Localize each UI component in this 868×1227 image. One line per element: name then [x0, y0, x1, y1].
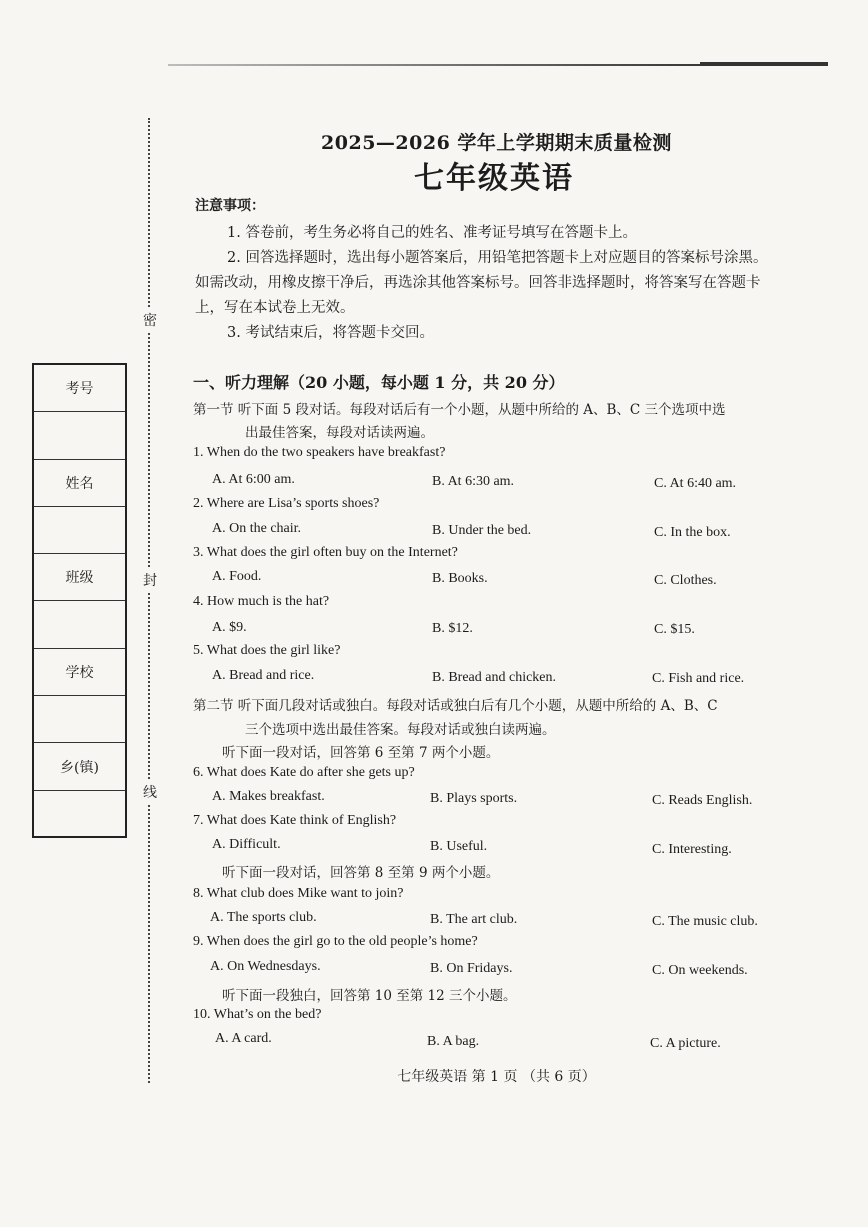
note-line-3: 如需改动，用橡皮擦干净后，再选涂其他答案标号。回答非选择题时，将答案写在答题卡	[195, 275, 761, 291]
info-label-school: 学校	[34, 649, 125, 696]
info-field-school[interactable]	[34, 696, 125, 743]
note-line-4: 上，写在本试卷上无效。	[195, 300, 355, 316]
q3-option-b: B. Books.	[432, 571, 488, 586]
info-label-name: 姓名	[34, 460, 125, 507]
page-footer: 七年级英语 第 1 页 （共 6 页）	[397, 1069, 596, 1085]
question-8: 8. What club does Mike want to join?	[193, 886, 404, 901]
question-9: 9. When does the girl go to the old people’s home?	[193, 934, 478, 949]
question-6: 6. What does Kate do after she gets up?	[193, 765, 415, 780]
part1-instruction-1: 第一节 听下面 5 段对话。每段对话后有一个小题，从题中所给的 A、B、C 三个选项中选	[193, 402, 726, 418]
q1-option-a: A. At 6:00 am.	[212, 472, 295, 487]
q10-option-c: C. A picture.	[650, 1036, 721, 1051]
q4-option-c: C. $15.	[654, 622, 695, 637]
q4-option-b: B. $12.	[432, 621, 473, 636]
q1-option-c: C. At 6:40 am.	[654, 476, 737, 491]
q3-option-a: A. Food.	[212, 569, 262, 584]
side-label-mi: 密	[143, 308, 157, 332]
info-field-name[interactable]	[34, 507, 125, 554]
notes-heading: 注意事项：	[195, 198, 265, 214]
q7-option-a: A. Difficult.	[212, 837, 281, 852]
q1-option-b: B. At 6:30 am.	[432, 474, 515, 489]
part2-instruction-1: 第二节 听下面几段对话或独白。每段对话或独白后有几个小题，从题中所给的 A、B、C	[193, 698, 718, 714]
note-line-1: 1. 答卷前，考生务必将自己的姓名、准考证号填写在答题卡上。	[227, 225, 637, 241]
part2-instruction-2: 三个选项中选出最佳答案。每段对话或独白读两遍。	[245, 722, 556, 738]
instruction-q10-12: 听下面一段独白，回答第 10 至第 12 三个小题。	[222, 988, 517, 1004]
top-rule-accent	[700, 62, 828, 66]
question-2: 2. Where are Lisa’s sports shoes?	[193, 496, 380, 511]
q5-option-a: A. Bread and rice.	[212, 668, 315, 683]
q3-option-c: C. Clothes.	[654, 573, 717, 588]
info-field-township[interactable]	[34, 791, 125, 838]
info-label-class: 班级	[34, 554, 125, 601]
side-label-feng: 封	[143, 568, 157, 592]
q10-option-a: A. A card.	[215, 1031, 272, 1046]
question-1: 1. When do the two speakers have breakfast?	[193, 445, 446, 460]
q2-option-a: A. On the chair.	[212, 521, 302, 536]
binding-dotted-line	[148, 118, 150, 1083]
q5-option-b: B. Bread and chicken.	[432, 670, 557, 685]
q10-option-b: B. A bag.	[427, 1034, 480, 1049]
q9-option-c: C. On weekends.	[652, 963, 748, 978]
q8-option-b: B. The art club.	[430, 912, 518, 927]
info-field-class[interactable]	[34, 601, 125, 648]
note-line-2: 2. 回答选择题时，选出每小题答案后，用铅笔把答题卡上对应题目的答案标号涂黑。	[227, 250, 768, 266]
info-label-exam-number: 考号	[34, 365, 125, 412]
question-4: 4. How much is the hat?	[193, 594, 330, 609]
side-label-xian: 线	[143, 780, 157, 804]
q6-option-c: C. Reads English.	[652, 793, 753, 808]
instruction-q6-7: 听下面一段对话，回答第 6 至第 7 两个小题。	[222, 745, 500, 761]
q7-option-b: B. Useful.	[430, 839, 488, 854]
q7-option-c: C. Interesting.	[652, 842, 732, 857]
note-line-5: 3. 考试结束后，将答题卡交回。	[227, 325, 434, 341]
info-field-exam-number[interactable]	[34, 412, 125, 459]
q9-option-b: B. On Fridays.	[430, 961, 513, 976]
exam-title: 七年级英语	[414, 161, 574, 196]
q6-option-b: B. Plays sports.	[430, 791, 518, 806]
info-label-township: 乡(镇)	[34, 743, 125, 790]
part1-instruction-2: 出最佳答案，每段对话读两遍。	[245, 425, 434, 441]
q9-option-a: A. On Wednesdays.	[210, 959, 321, 974]
q2-option-b: B. Under the bed.	[432, 523, 532, 538]
question-7: 7. What does Kate think of English?	[193, 813, 397, 828]
section-heading: 一、听力理解（20 小题，每小题 1 分，共 20 分）	[193, 373, 565, 392]
instruction-q8-9: 听下面一段对话，回答第 8 至第 9 两个小题。	[222, 865, 500, 881]
q5-option-c: C. Fish and rice.	[652, 671, 745, 686]
q6-option-a: A. Makes breakfast.	[212, 789, 325, 804]
q2-option-c: C. In the box.	[654, 525, 731, 540]
q8-option-c: C. The music club.	[652, 914, 758, 929]
question-10: 10. What’s on the bed?	[193, 1007, 322, 1022]
question-3: 3. What does the girl often buy on the Internet?	[193, 545, 458, 560]
q4-option-a: A. $9.	[212, 620, 247, 635]
student-info-box	[32, 363, 127, 838]
q8-option-a: A. The sports club.	[210, 910, 317, 925]
exam-subtitle: 2025—2026 学年上学期期末质量检测	[321, 132, 672, 154]
question-5: 5. What does the girl like?	[193, 643, 341, 658]
